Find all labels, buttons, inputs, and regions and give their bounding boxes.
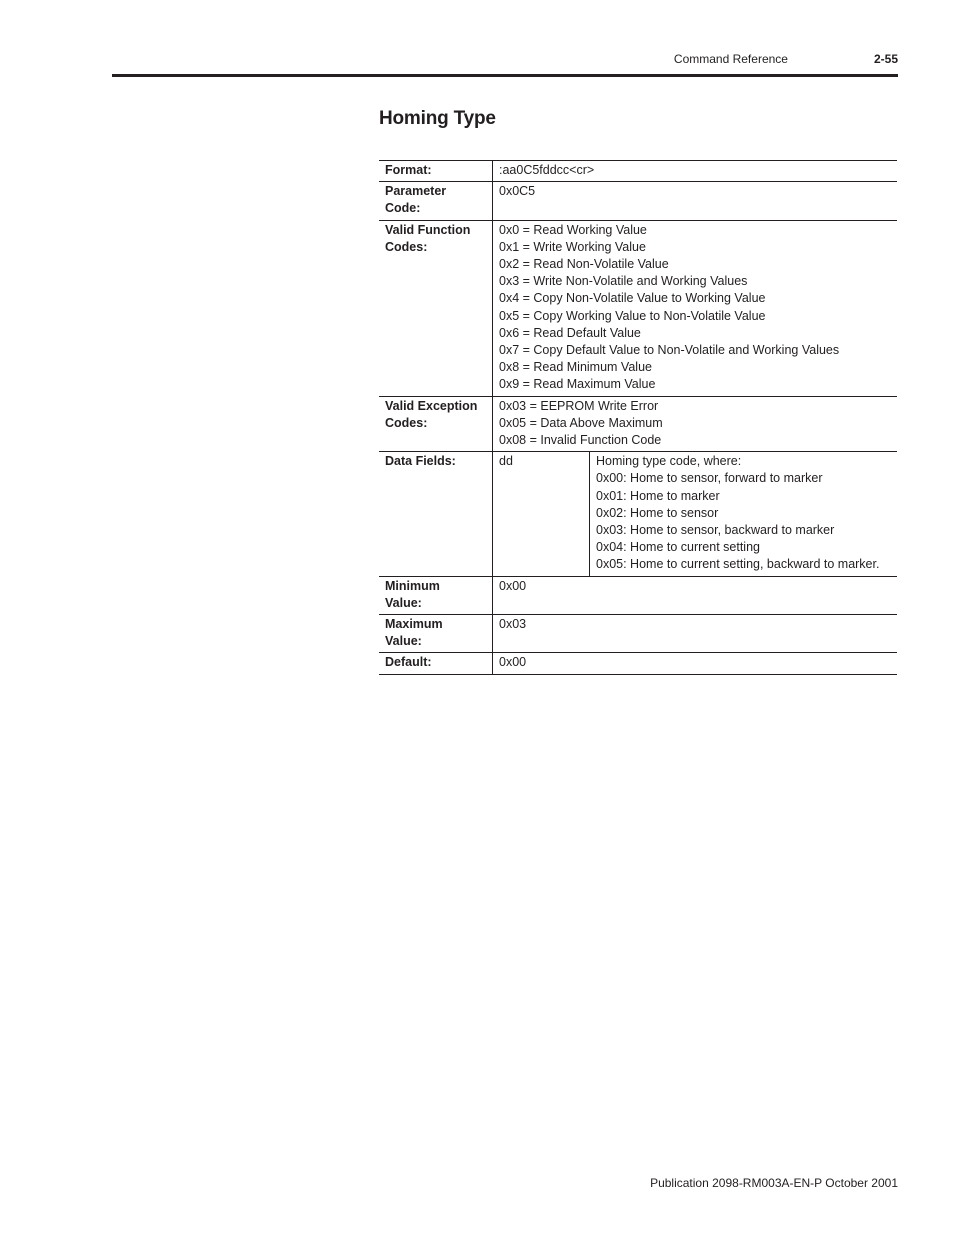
data-field-description-line: 0x05: Home to current setting, backward to marker.	[596, 557, 880, 572]
data-field-name: dd	[493, 452, 590, 576]
minimum-value-label-line-2: Value:	[385, 595, 422, 610]
command-table	[379, 160, 897, 675]
maximum-value-label	[379, 615, 493, 653]
function-code-item: 0x4 = Copy Non-Volatile Value to Working Value	[499, 291, 766, 306]
data-field-description-line: 0x02: Home to sensor	[596, 505, 719, 520]
table-row-parameter-code	[379, 182, 897, 220]
page-title: Homing Type	[379, 108, 496, 129]
function-code-item: 0x0 = Read Working Value	[499, 222, 647, 237]
exception-code-item: 0x05 = Data Above Maximum	[499, 415, 663, 430]
table-row-format	[379, 161, 897, 182]
function-code-item: 0x3 = Write Non-Volatile and Working Values	[499, 274, 748, 289]
data-field-description-line: 0x04: Home to current setting	[596, 540, 760, 555]
function-code-item: 0x8 = Read Minimum Value	[499, 360, 652, 375]
header-section-name: Command Reference	[673, 52, 788, 66]
function-code-item: 0x5 = Copy Working Value to Non-Volatile Value	[499, 308, 766, 323]
function-code-item: 0x7 = Copy Default Value to Non-Volatile and Working Values	[499, 343, 840, 358]
format-value: :aa0C5fddcc<cr>	[493, 161, 898, 182]
header-rule	[112, 74, 898, 77]
data-field-description-line: Homing type code, where:	[596, 454, 742, 469]
header-page-number: 2-55	[873, 52, 898, 66]
table-row-minimum-value	[379, 576, 897, 614]
minimum-value-label-line-1: Minimum	[385, 578, 440, 593]
publication-footer: Publication 2098-RM003A-EN-P October 2001	[650, 1176, 898, 1190]
valid-function-codes-label-line-2: Codes:	[385, 239, 428, 254]
minimum-value: 0x00	[493, 576, 898, 614]
valid-exception-codes-list	[493, 396, 898, 452]
table-row-valid-exception-codes	[379, 396, 897, 452]
default-label: Default:	[379, 653, 493, 674]
parameter-code-label	[379, 182, 493, 220]
parameter-code-value: 0x0C5	[493, 182, 898, 220]
valid-exception-codes-label-line-1: Valid Exception	[385, 398, 478, 413]
minimum-value-label	[379, 576, 493, 614]
maximum-value-label-line-2: Value:	[385, 634, 422, 649]
parameter-code-label-line-2: Code:	[385, 201, 421, 216]
table-row-default	[379, 653, 897, 674]
exception-code-item: 0x03 = EEPROM Write Error	[499, 398, 659, 413]
data-field-description-line: 0x03: Home to sensor, backward to marker	[596, 523, 835, 538]
valid-function-codes-label-line-1: Valid Function	[385, 222, 471, 237]
valid-function-codes-list	[493, 220, 898, 396]
valid-exception-codes-label-line-2: Codes:	[385, 415, 428, 430]
format-label: Format:	[379, 161, 493, 182]
table-row-valid-function-codes	[379, 220, 897, 396]
default-value: 0x00	[493, 653, 898, 674]
data-field-description-line: 0x00: Home to sensor, forward to marker	[596, 471, 823, 486]
data-field-description	[590, 452, 898, 576]
exception-code-item: 0x08 = Invalid Function Code	[499, 433, 662, 448]
parameter-code-label-line-1: Parameter	[385, 184, 447, 199]
running-header	[674, 52, 898, 66]
function-code-item: 0x9 = Read Maximum Value	[499, 377, 656, 392]
function-code-item: 0x2 = Read Non-Volatile Value	[499, 257, 669, 272]
function-code-item: 0x1 = Write Working Value	[499, 239, 646, 254]
maximum-value: 0x03	[493, 615, 898, 653]
table-row-data-fields	[379, 452, 897, 576]
maximum-value-label-line-1: Maximum	[385, 617, 443, 632]
function-code-item: 0x6 = Read Default Value	[499, 325, 641, 340]
valid-exception-codes-label	[379, 396, 493, 452]
data-fields-label: Data Fields:	[379, 452, 493, 576]
table-row-maximum-value	[379, 615, 897, 653]
data-field-description-line: 0x01: Home to marker	[596, 488, 720, 503]
valid-function-codes-label	[379, 220, 493, 396]
